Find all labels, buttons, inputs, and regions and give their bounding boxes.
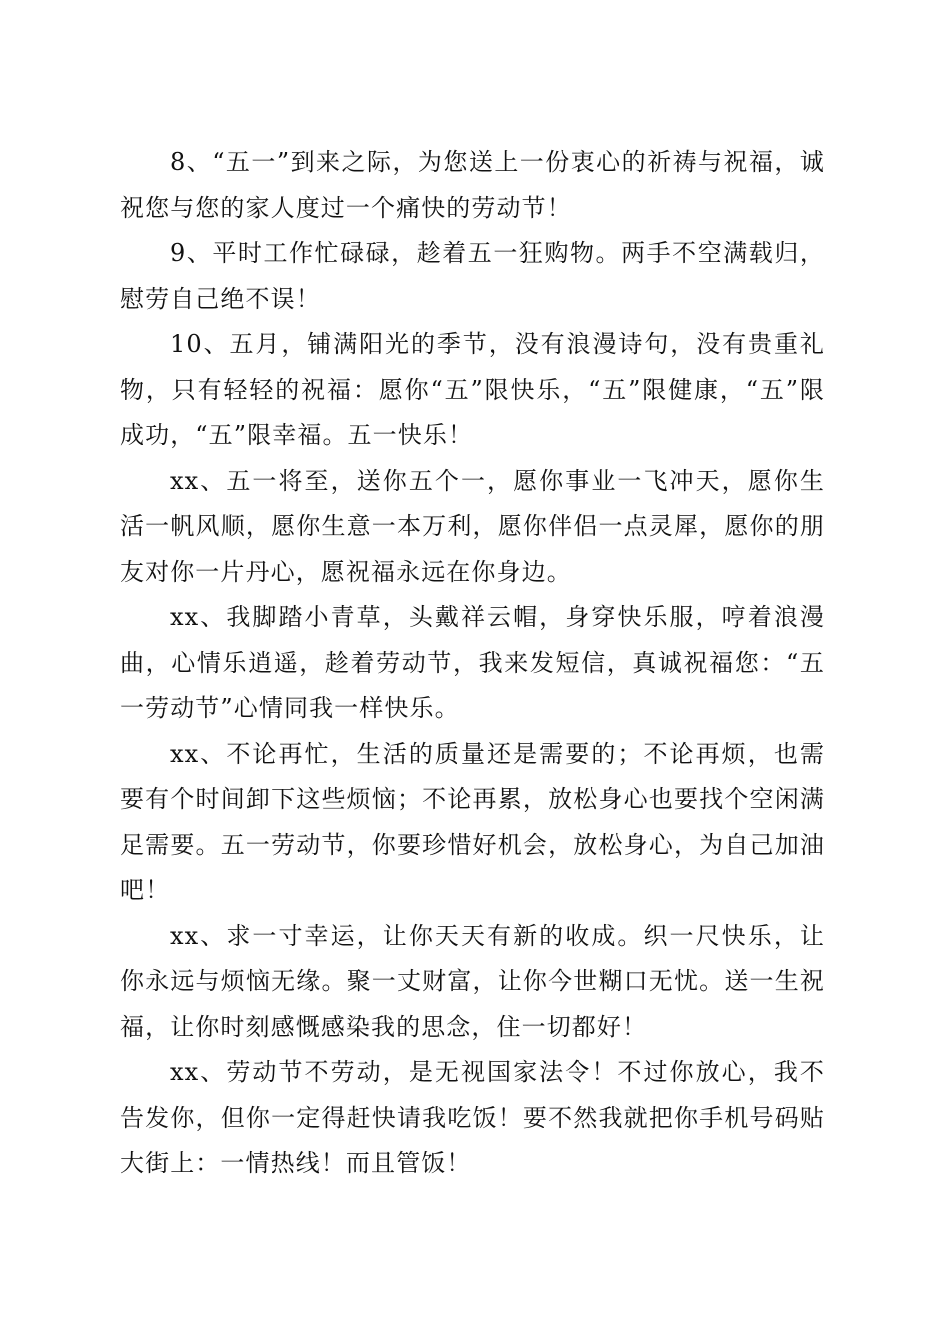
paragraph-xx-five-ones: xx、五一将至，送你五个一，愿你事业一飞冲天，愿你生活一帆风顺，愿你生意一本万利，愿你伴侣一点灵犀，愿你的朋友对你一片丹心，愿祝福永远在你身边。: [120, 466, 825, 586]
document-body: [120, 140, 825, 1187]
paragraph-xx-luck: xx、求一寸幸运，让你天天有新的收成。织一尺快乐，让你永远与烦恼无缘。聚一丈财富，让你今世糊口无忧。送一生祝福，让你时刻感慨感染我的思念，住一切都好！: [120, 921, 825, 1041]
paragraph-10: 10、五月，铺满阳光的季节，没有浪漫诗句，没有贵重礼物，只有轻轻的祝福：愿你“五”限快乐，“五”限健康，“五”限成功，“五”限幸福。五一快乐！: [120, 330, 825, 449]
paragraph-xx-no-matter-busy: xx、不论再忙，生活的质量还是需要的；不论再烦，也需要有个时间卸下这些烦恼；不论再累，放松身心也要找个空闲满足需要。五一劳动节，你要珍惜好机会，放松身心，为自己加油吧！: [120, 739, 825, 904]
paragraph-xx-green-grass: xx、我脚踏小青草，头戴祥云帽，身穿快乐服，哼着浪漫曲，心情乐逍遥，趁着劳动节，我来发短信，真诚祝福您：“五一劳动节”心情同我一样快乐。: [120, 603, 825, 722]
paragraph-9: 9、平时工作忙碌碌，趁着五一狂购物。两手不空满载归，慰劳自己绝不误！: [120, 239, 825, 313]
paragraph-8: 8、“五一”到来之际，为您送上一份衷心的祈祷与祝福，诚祝您与您的家人度过一个痛快的劳动节！: [120, 148, 825, 222]
paragraph-xx-labor-day-joke: xx、劳动节不劳动，是无视国家法令！不过你放心，我不告发你，但你一定得赶快请我吃饭！要不然我就把你手机号码贴大街上：一情热线！而且管饭！: [120, 1058, 825, 1177]
